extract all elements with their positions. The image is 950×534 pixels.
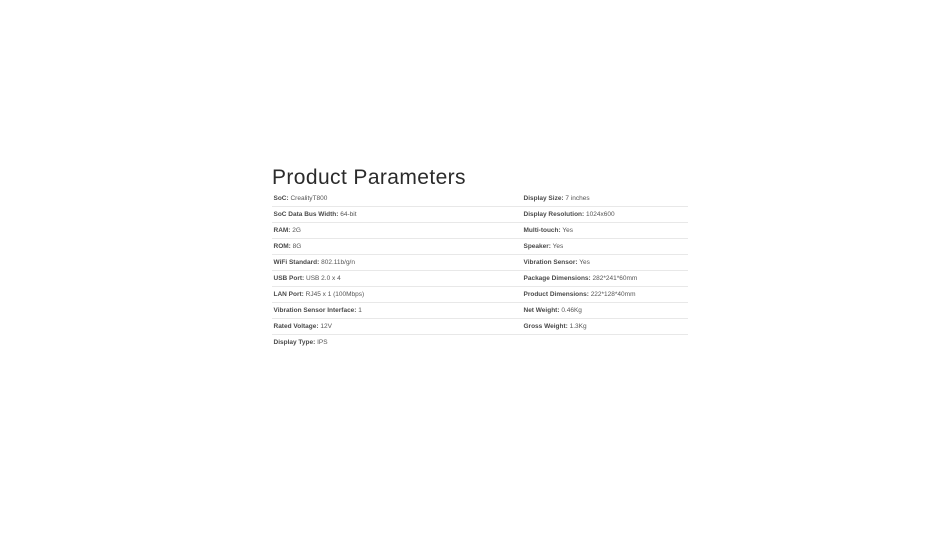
spec-value: 7 inches bbox=[565, 195, 590, 202]
spec-value: 1 bbox=[358, 307, 362, 314]
spec-value: CrealityT800 bbox=[290, 195, 328, 202]
spec-row-multi-touch bbox=[522, 223, 688, 239]
spec-value: Yes bbox=[579, 259, 590, 266]
spec-row-gross-weight bbox=[522, 319, 688, 335]
spec-row-display-size bbox=[522, 191, 688, 207]
spec-row-lan bbox=[272, 287, 522, 303]
spec-label: Rated Voltage: bbox=[273, 323, 319, 330]
spec-label: Vibration Sensor: bbox=[523, 259, 578, 266]
spec-value: 222*128*40mm bbox=[590, 291, 636, 298]
spec-label: Multi-touch: bbox=[523, 227, 561, 234]
spec-label: SoC Data Bus Width: bbox=[273, 211, 339, 218]
spec-label: Net Weight: bbox=[523, 307, 560, 314]
spec-row-display-type bbox=[272, 335, 522, 351]
right-spec-column bbox=[522, 191, 688, 335]
spec-value: 8G bbox=[292, 243, 302, 250]
spec-label: LAN Port: bbox=[273, 291, 304, 298]
section-title: Product Parameters bbox=[272, 166, 466, 189]
left-spec-column bbox=[272, 191, 522, 351]
spec-row-product-dimensions bbox=[522, 287, 688, 303]
spec-label: Product Dimensions: bbox=[523, 291, 589, 298]
spec-row-rom bbox=[272, 239, 522, 255]
spec-row-vibration-sensor bbox=[522, 255, 688, 271]
spec-label: Gross Weight: bbox=[523, 323, 568, 330]
spec-value: 1.3Kg bbox=[569, 323, 587, 330]
spec-row-package-dimensions bbox=[522, 271, 688, 287]
spec-row-soc bbox=[272, 191, 522, 207]
spec-label: SoC: bbox=[273, 195, 289, 202]
spec-value: Yes bbox=[562, 227, 573, 234]
spec-label: Display Resolution: bbox=[523, 211, 585, 218]
spec-label: Speaker: bbox=[523, 243, 551, 250]
spec-row-speaker bbox=[522, 239, 688, 255]
spec-value: USB 2.0 x 4 bbox=[306, 275, 341, 282]
spec-value: 1024x600 bbox=[586, 211, 615, 218]
spec-row-wifi bbox=[272, 255, 522, 271]
spec-label: Display Type: bbox=[273, 339, 316, 346]
spec-row-ram bbox=[272, 223, 522, 239]
spec-row-net-weight bbox=[522, 303, 688, 319]
product-parameters-section bbox=[272, 166, 688, 346]
spec-row-rated-voltage bbox=[272, 319, 522, 335]
spec-value: 282*241*60mm bbox=[592, 275, 638, 282]
spec-label: Vibration Sensor Interface: bbox=[273, 307, 357, 314]
spec-value: 2G bbox=[292, 227, 301, 234]
spec-label: Display Size: bbox=[523, 195, 564, 202]
spec-value: Yes bbox=[552, 243, 564, 250]
spec-label: WiFi Standard: bbox=[273, 259, 320, 266]
spec-row-soc-bus-width bbox=[272, 207, 522, 223]
spec-label: USB Port: bbox=[273, 275, 305, 282]
spec-value: 64-bit bbox=[340, 211, 357, 218]
spec-value: 802.11b/g/n bbox=[321, 259, 355, 266]
spec-label: Package Dimensions: bbox=[523, 275, 591, 282]
spec-value: IPS bbox=[317, 339, 328, 346]
spec-value: RJ45 x 1 (100Mbps) bbox=[305, 291, 365, 298]
spec-value: 0.46Kg bbox=[561, 307, 582, 314]
spec-label: ROM: bbox=[273, 243, 291, 250]
spec-row-usb bbox=[272, 271, 522, 287]
spec-row-vibration-interface bbox=[272, 303, 522, 319]
spec-label: RAM: bbox=[273, 227, 291, 234]
spec-value: 12V bbox=[320, 323, 332, 330]
spec-row-display-resolution bbox=[522, 207, 688, 223]
